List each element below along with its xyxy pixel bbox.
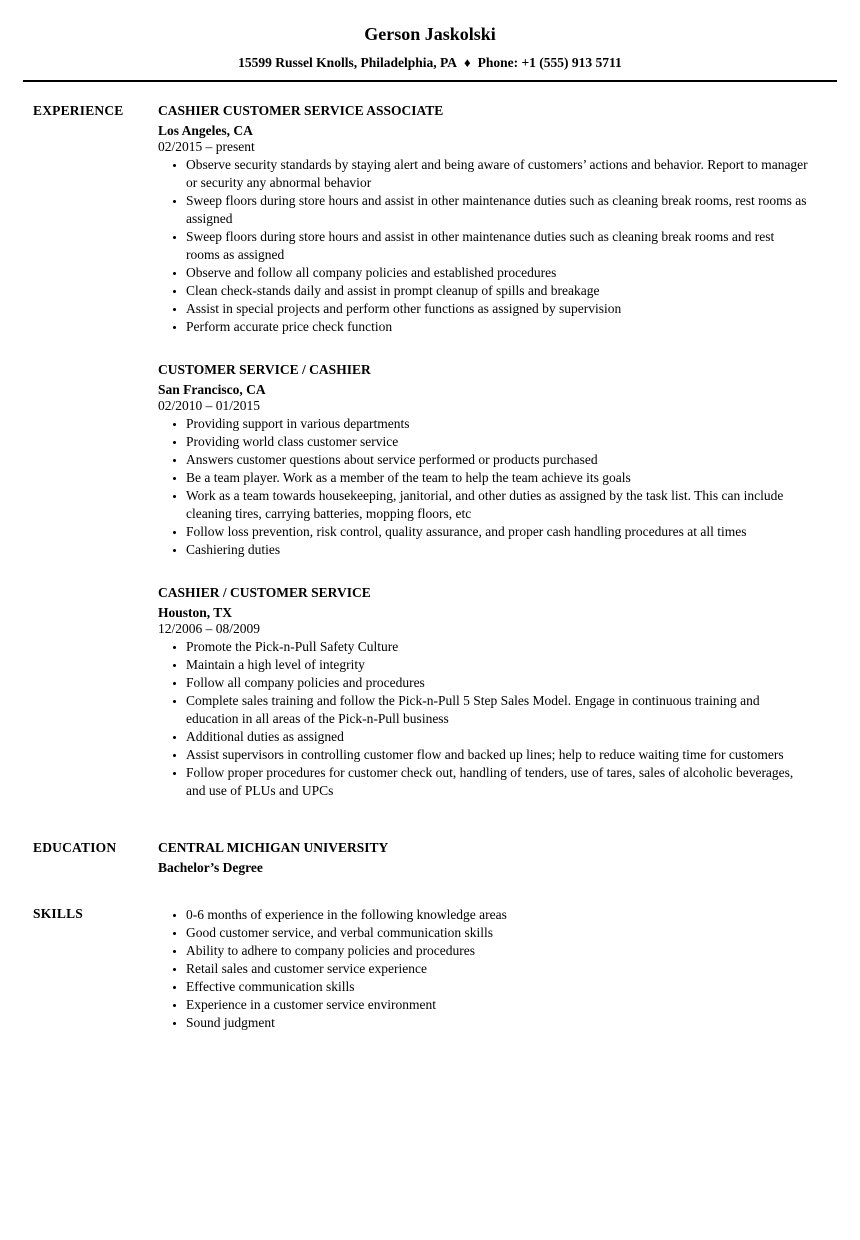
experience-section-label: EXPERIENCE: [33, 103, 124, 118]
job-bullet: • Additional duties as assigned: [186, 728, 810, 746]
job-bullets: [158, 638, 810, 800]
skill-item: • Good customer service, and verbal communication skills: [186, 924, 810, 942]
job-dates: 02/2015 – present: [158, 139, 255, 154]
diamond-icon: ♦: [463, 55, 471, 70]
education-section-label: EDUCATION: [33, 840, 117, 855]
job-title: CASHIER / CUSTOMER SERVICE: [158, 585, 371, 600]
job-location: San Francisco, CA: [158, 382, 266, 397]
job-bullet: • Clean check-stands daily and assist in prompt cleanup of spills and breakage: [186, 282, 810, 300]
job-bullet: • Complete sales training and follow the Pick-n-Pull 5 Step Sales Model. Engage in continuous training and education in all areas of the Pick-n-Pull business: [186, 692, 810, 728]
experience-jobs: [158, 102, 810, 800]
job-bullet: • Follow proper procedures for customer check out, handling of tenders, use of tares, sales of alcoholic beverages, and use of PLUs and UPCs: [186, 764, 810, 800]
job-bullet: • Observe security standards by staying alert and being aware of customers’ actions and behavior. Report to manager or security any abnormal behavior: [186, 156, 810, 192]
skills-list: [158, 906, 810, 1032]
job-bullet: • Follow all company policies and procedures: [186, 674, 810, 692]
job-bullet: • Observe and follow all company policies and established procedures: [186, 264, 810, 282]
job-location: Los Angeles, CA: [158, 123, 253, 138]
job-bullet: • Sweep floors during store hours and assist in other maintenance duties such as cleaning break rooms, rest rooms as assigned: [186, 192, 810, 228]
job-bullet: • Work as a team towards housekeeping, janitorial, and other duties as assigned by the task list. This can include cleaning tires, carrying batteries, mopping floors, etc: [186, 487, 810, 523]
job-bullet: • Cashiering duties: [186, 541, 810, 559]
address-text: 15599 Russel Knolls, Philadelphia, PA: [238, 55, 457, 70]
job-bullet: • Follow loss prevention, risk control, quality assurance, and proper cash handling procedures at all times: [186, 523, 810, 541]
contact-line: [0, 55, 860, 71]
job-bullet: • Maintain a high level of integrity: [186, 656, 810, 674]
section-skills: [33, 905, 810, 1032]
job-bullet: • Promote the Pick-n-Pull Safety Culture: [186, 638, 810, 656]
skill-item: • Effective communication skills: [186, 978, 810, 996]
phone-text: Phone: +1 (555) 913 5711: [477, 55, 622, 70]
job-bullet: • Assist in special projects and perform other functions as assigned by supervision: [186, 300, 810, 318]
education-content: [158, 839, 810, 877]
job-entry: [158, 102, 810, 336]
job-bullet: • Assist supervisors in controlling customer flow and backed up lines; help to reduce waiting time for customers: [186, 746, 810, 764]
job-bullet: • Answers customer questions about service performed or products purchased: [186, 451, 810, 469]
job-dates: 12/2006 – 08/2009: [158, 621, 261, 636]
education-degree: Bachelor’s Degree: [158, 860, 263, 875]
skills-content: [158, 905, 810, 1032]
skill-item: • Retail sales and customer service experience: [186, 960, 810, 978]
resume-body: [0, 82, 860, 1032]
job-bullet: • Providing support in various departments: [186, 415, 810, 433]
section-experience: [33, 102, 810, 800]
job-dates: 02/2010 – 01/2015: [158, 398, 261, 413]
job-bullets: [158, 156, 810, 336]
job-location: Houston, TX: [158, 605, 233, 620]
section-education: [33, 839, 810, 877]
skill-item: • 0-6 months of experience in the following knowledge areas: [186, 906, 810, 924]
job-entry: [158, 361, 810, 559]
job-entry: [158, 584, 810, 800]
job-bullet: • Be a team player. Work as a member of the team to help the team achieve its goals: [186, 469, 810, 487]
job-bullet: • Sweep floors during store hours and assist in other maintenance duties such as cleaning break rooms and rest rooms as assigned: [186, 228, 810, 264]
job-bullet: • Providing world class customer service: [186, 433, 810, 451]
skill-item: • Sound judgment: [186, 1014, 810, 1032]
candidate-name: Gerson Jaskolski: [364, 24, 496, 44]
skill-item: • Ability to adhere to company policies and procedures: [186, 942, 810, 960]
job-title: CUSTOMER SERVICE / CASHIER: [158, 362, 371, 377]
skills-section-label: SKILLS: [33, 906, 83, 921]
job-bullets: [158, 415, 810, 559]
education-school: CENTRAL MICHIGAN UNIVERSITY: [158, 840, 389, 855]
skill-item: • Experience in a customer service environment: [186, 996, 810, 1014]
job-title: CASHIER CUSTOMER SERVICE ASSOCIATE: [158, 103, 444, 118]
resume-header: [0, 0, 860, 71]
job-bullet: • Perform accurate price check function: [186, 318, 810, 336]
